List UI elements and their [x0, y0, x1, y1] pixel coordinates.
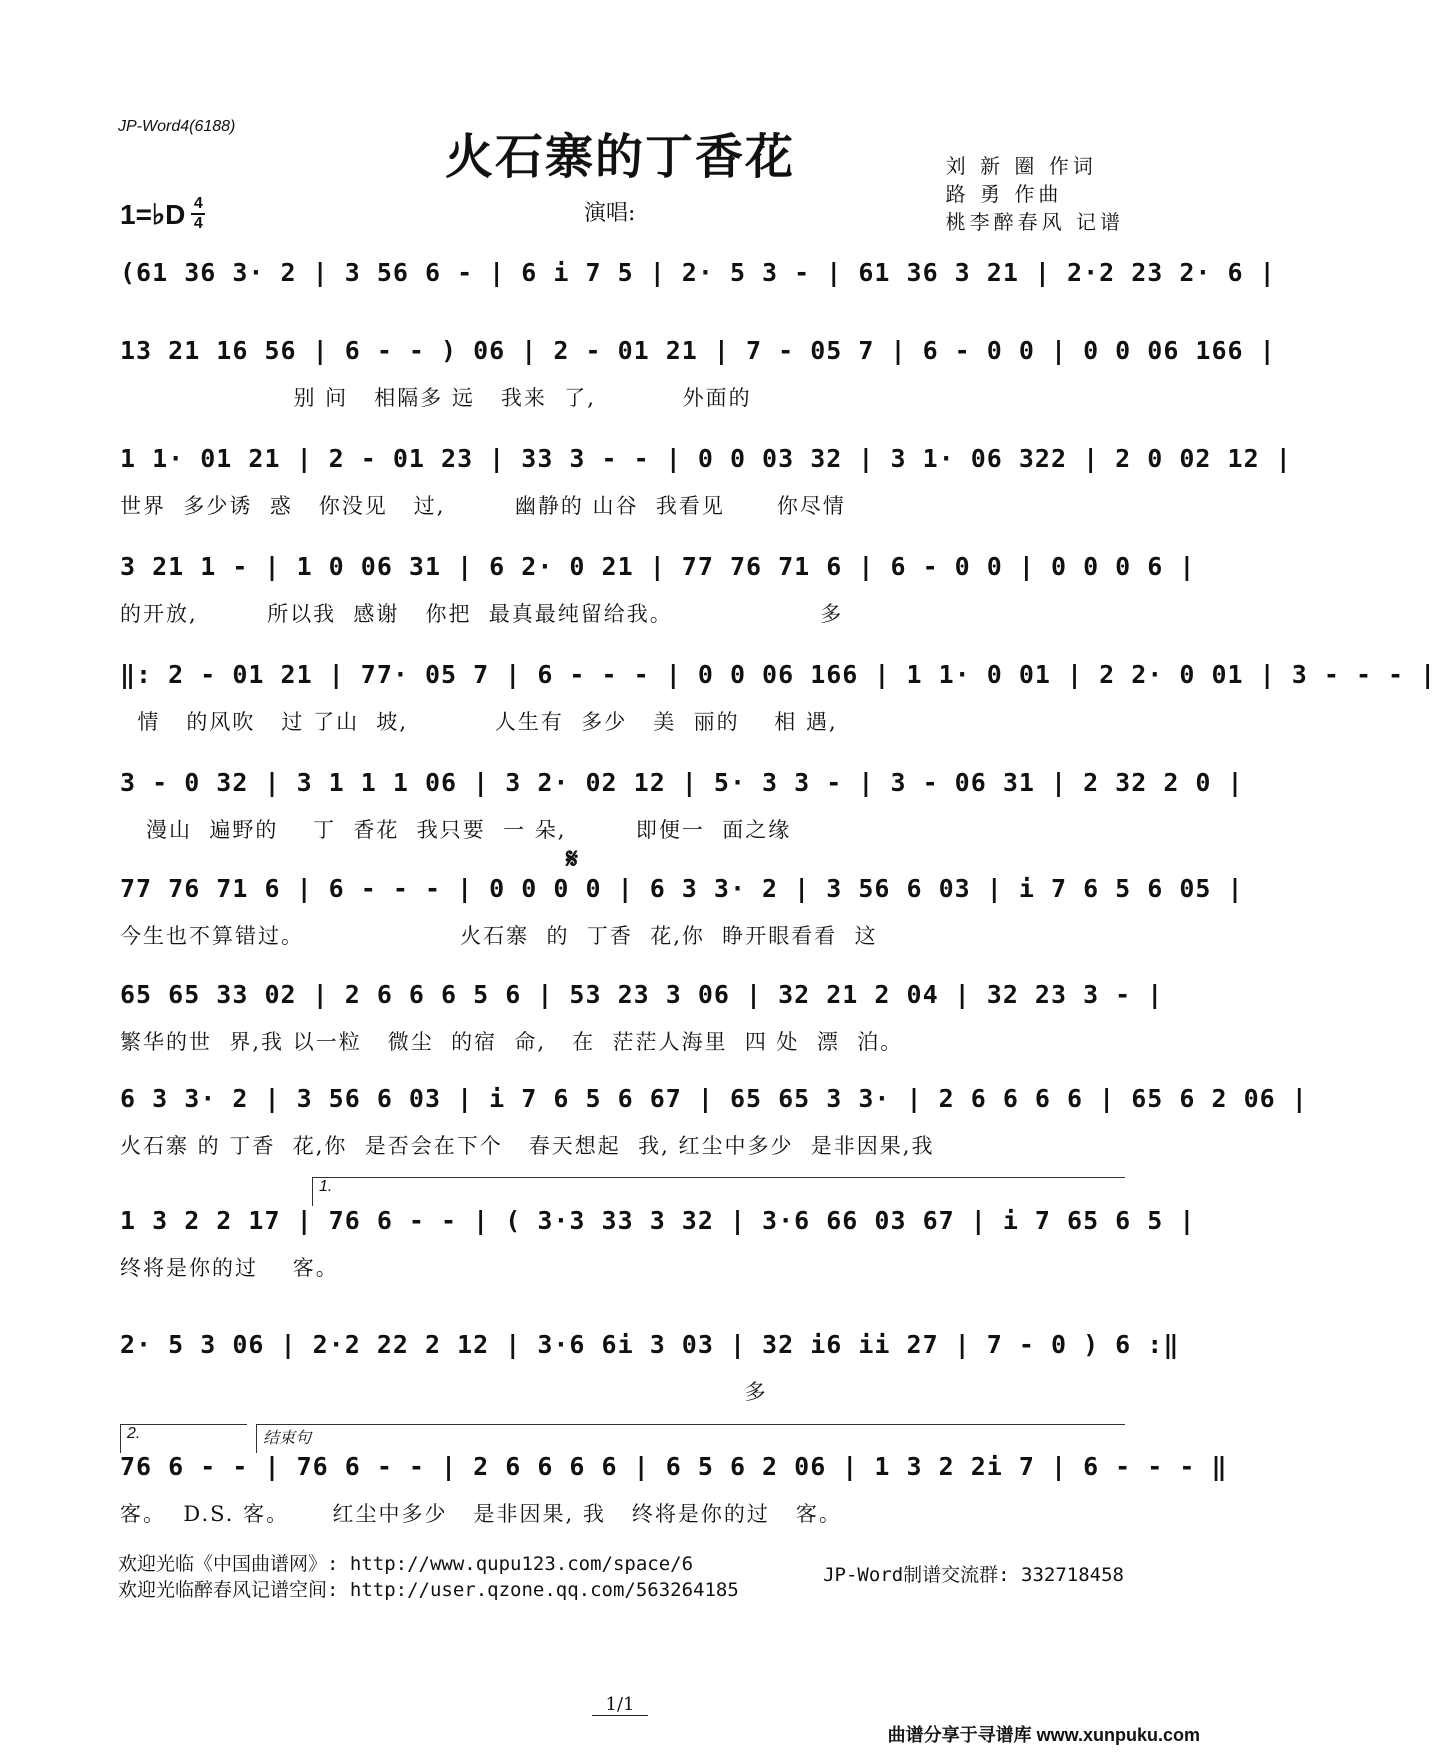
footer-links [118, 1551, 739, 1603]
first-ending-label: 1. [319, 1178, 333, 1195]
segno-mark: 𝄋 [566, 842, 579, 875]
notes-line: 2· 5 3 06 | 2·2 22 2 12 | 3·6 6i 3 03 | 32 i6 ii 27 | 7 - 0 ) 6 :‖ [120, 1330, 1180, 1359]
notes-line: 76 6 - - | 76 6 - - | 2 6 6 6 6 | 6 5 6 2 06 | 1 3 2 2i 7 | 6 - - - ‖ [120, 1452, 1228, 1481]
notes-line: ‖: 2 - 01 21 | 77· 05 7 | 6 - - - | 0 0 06 166 | 1 1· 0 01 | 2 2· 0 01 | 3 - - - | [120, 660, 1436, 689]
notes-line: 6 3 3· 2 | 3 56 6 03 | i 7 6 5 6 67 | 65 65 3 3· | 2 6 6 6 6 | 65 6 2 06 | [120, 1084, 1308, 1113]
time-bottom: 4 [193, 215, 203, 232]
lyrics-line: 多 [120, 1380, 768, 1404]
footer-group: JP-Word制谱交流群: 332718458 [823, 1564, 1124, 1586]
lyrics-line: 今生也不算错过。 火石寨 的 丁香 花,你 睁开眼看看 这 [120, 924, 878, 948]
notes-line: 1 1· 01 21 | 2 - 01 23 | 33 3 - - | 0 0 03 32 | 3 1· 06 322 | 2 0 02 12 | [120, 444, 1292, 473]
lyrics-line: 情 的风吹 过 了山 坡, 人生有 多少 美 丽的 相 遇, [120, 710, 838, 734]
software-label: JP-Word4(6188) [118, 118, 236, 135]
key-label: 1=♭D [120, 198, 186, 230]
page-number [0, 1694, 1240, 1715]
notes-line: 77 76 71 6 | 6 - - - | 0 0 0 0 | 6 3 3· 2 | 3 56 6 03 | i 7 6 5 6 05 | [120, 874, 1244, 903]
time-top: 4 [193, 195, 203, 212]
first-ending-bracket [312, 1177, 1125, 1206]
key-signature [120, 196, 205, 232]
notes-line: (61 36 3· 2 | 3 56 6 - | 6 i 7 5 | 2· 5 3 - | 61 36 3 21 | 2·2 23 2· 6 | [120, 258, 1276, 287]
lyrics-line: 漫山 遍野的 丁 香花 我只要 一 朵, 即便一 面之缘 [120, 818, 792, 842]
lyrics-line: 火石寨 的 丁香 花,你 是否会在下个 春天想起 我, 红尘中多少 是非因果,我 [120, 1134, 935, 1158]
notes-line: 3 21 1 - | 1 0 06 31 | 6 2· 0 21 | 77 76 71 6 | 6 - 0 0 | 0 0 0 6 | [120, 552, 1196, 581]
second-ending-bracket [120, 1424, 247, 1453]
second-ending-label: 2. [127, 1425, 141, 1442]
song-title: 火石寨的丁香花 [444, 129, 795, 185]
lyrics-line: 世界 多少诱 惑 你没见 过, 幽静的 山谷 我看见 你尽情 [120, 494, 846, 518]
composer: 路 勇 作曲 [945, 182, 1063, 206]
lyrics-line: 的开放, 所以我 感谢 你把 最真最纯留给我。 多 [120, 602, 844, 626]
lyrics-line: 别 问 相隔多 远 我来 了, 外面的 [120, 386, 752, 410]
time-signature [191, 196, 205, 232]
lyrics-line [120, 304, 1124, 334]
page-number-text: 1/1 [592, 1694, 649, 1716]
watermark: 曲谱分享于寻谱库 www.xunpuku.com [887, 1725, 1200, 1745]
notes-line: 3 - 0 32 | 3 1 1 1 06 | 3 2· 02 12 | 5· 3 3 - | 3 - 06 31 | 2 32 2 0 | [120, 768, 1244, 797]
notes-line: 1 3 2 2 17 | 76 6 - - | ( 3·3 33 3 32 | 3·6 66 03 67 | i 7 65 6 5 | [120, 1206, 1196, 1235]
coda-label: 结束句 [263, 1430, 312, 1447]
credits [946, 152, 1124, 236]
lyrics-line: 繁华的世 界,我 以一粒 微尘 的宿 命, 在 茫茫人海里 四 处 漂 泊。 [120, 1030, 904, 1054]
lyrics-line: 客。 D.S. 客。 红尘中多少 是非因果, 我 终将是你的过 客。 [120, 1502, 842, 1526]
lyricist: 刘 新 圈 作词 [945, 154, 1097, 178]
singer-label: 演唱: [584, 201, 636, 226]
lyrics-line: 终将是你的过 客。 [120, 1256, 339, 1280]
transcriber: 桃李醉春风 记谱 [945, 210, 1124, 234]
notes-line: 13 21 16 56 | 6 - - ) 06 | 2 - 01 21 | 7 - 05 7 | 6 - 0 0 | 0 0 06 166 | [120, 336, 1276, 365]
coda-bracket [256, 1424, 1125, 1453]
notes-line: 65 65 33 02 | 2 6 6 6 5 6 | 53 23 3 06 | 32 21 2 04 | 32 23 3 - | [120, 980, 1164, 1009]
footer-link-qzone[interactable]: 欢迎光临醉春风记谱空间: http://user.qzone.qq.com/563264185 [118, 1579, 739, 1601]
footer-link-qupu[interactable]: 欢迎光临《中国曲谱网》: http://www.qupu123.com/space/6 [118, 1553, 694, 1575]
